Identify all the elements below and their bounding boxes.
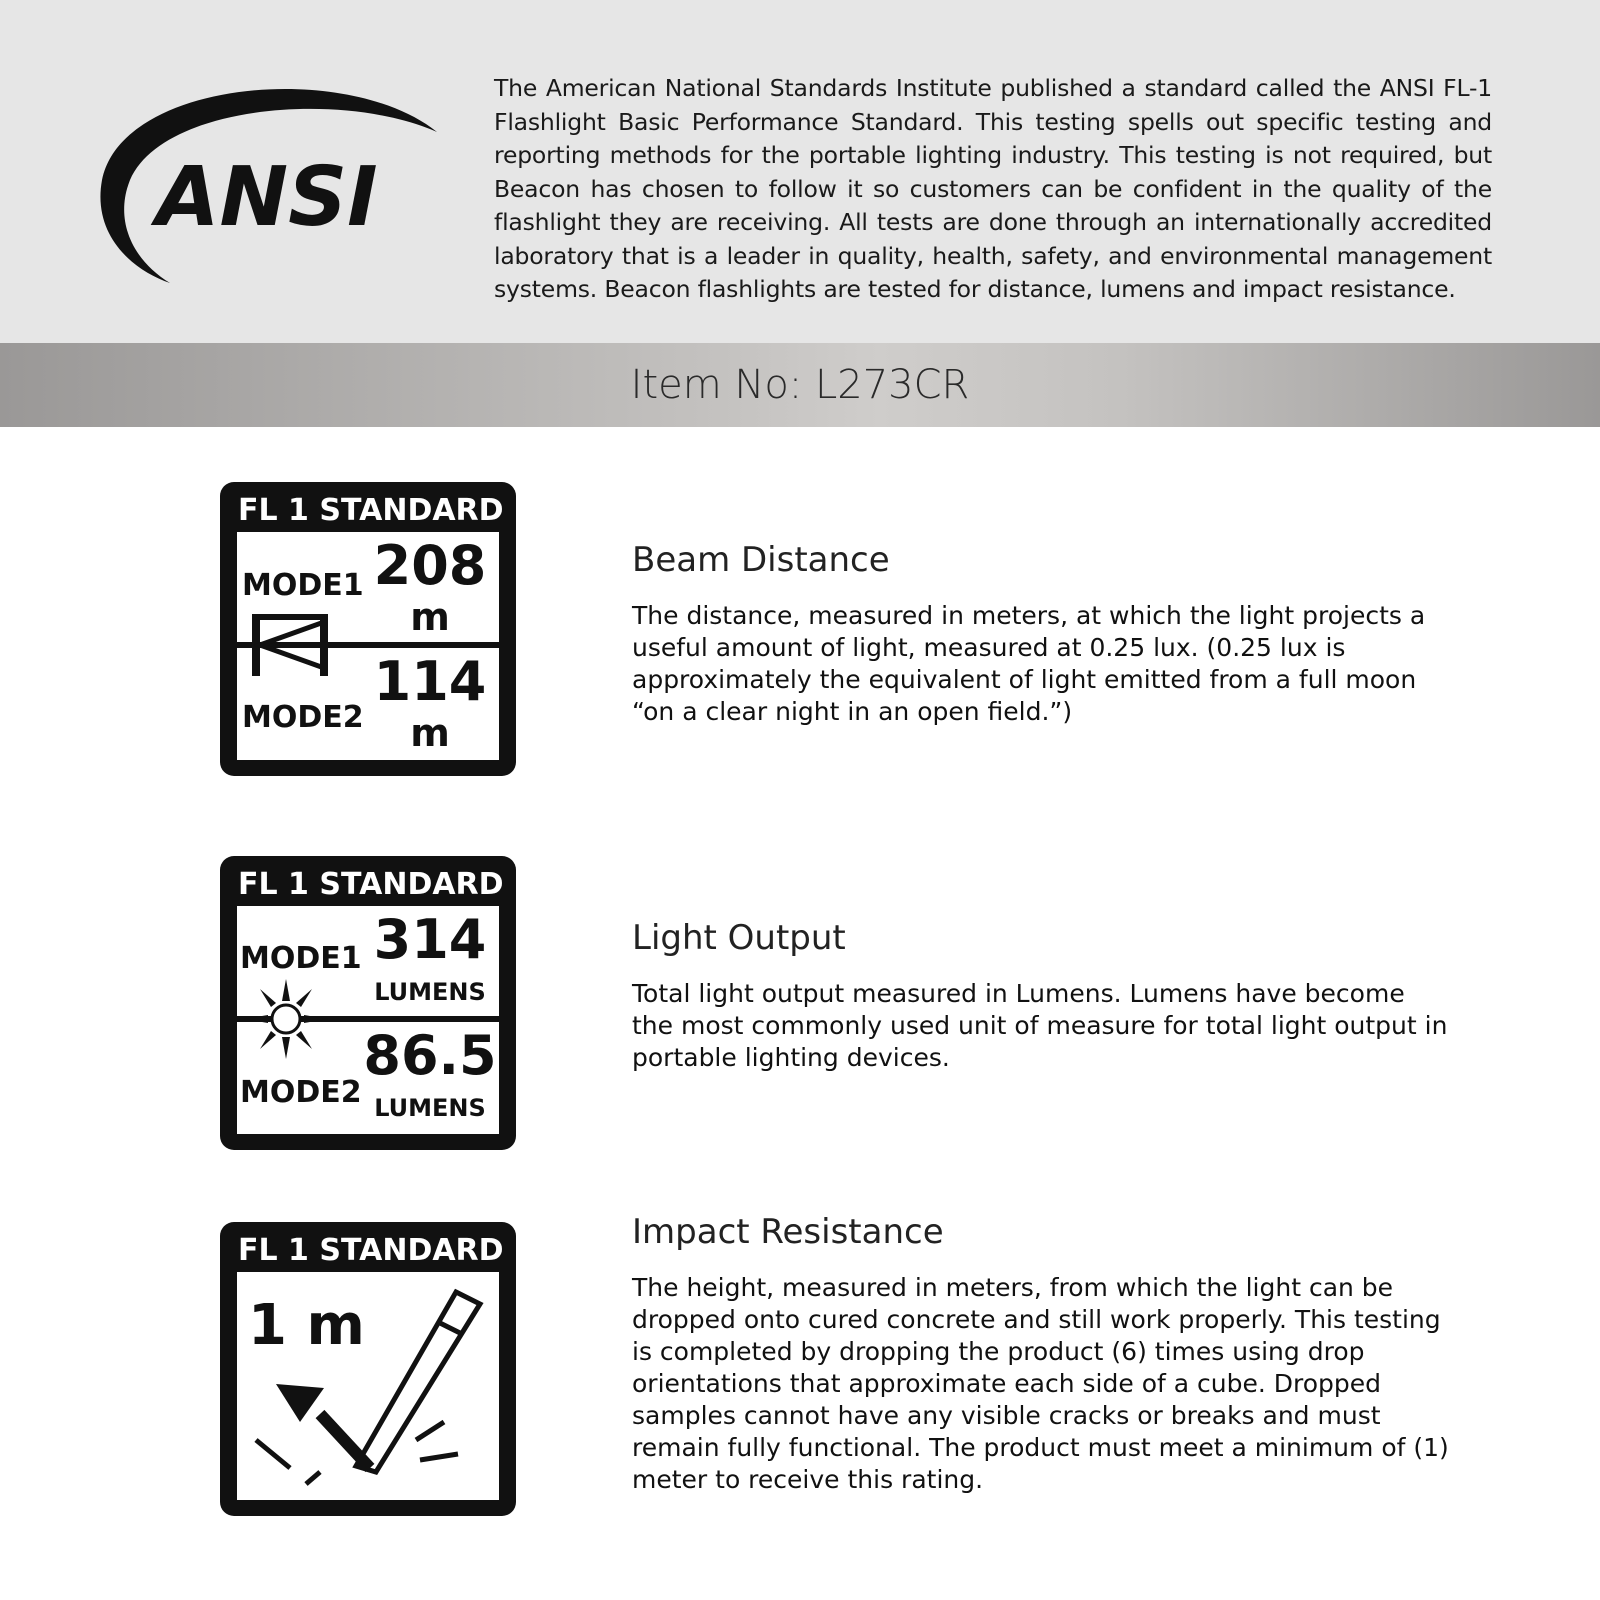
mode1-label: MODE1 [242,568,364,603]
impact-resistance-badge [220,1222,516,1516]
mode1-value: 208 [373,534,487,597]
mode2-label: MODE2 [242,700,364,735]
mode2-label: MODE2 [240,1075,362,1110]
ansi-logo [92,70,452,290]
mode2-unit: m [410,711,450,755]
ansi-logo-text: ANSI [156,150,378,245]
light-output-title: Light Output [632,918,846,958]
header-panel [0,0,1600,343]
mode2-value: 86.5 [363,1024,497,1087]
mode1-unit: LUMENS [374,978,486,1006]
impact-resistance-title: Impact Resistance [632,1212,944,1252]
item-number: Item No: L273CR [630,362,970,408]
beam-distance-badge [220,482,516,776]
intro-text: The American National Standards Institute published a standard called the ANSI FL-1 Flashlight Basic Performance Standard. This testing spells out specific testing and reporting methods for the portable lighting industry. This testing is not required, but Beacon has chosen to follow it so customers can be confident in the quality of the flashlight they are receiving. All tests are done through an internationally accredited laboratory that is a leader in quality, health, safety, and environmental management systems. Beacon flashlights are tested for distance, lumens and impact resistance. [494,74,1492,303]
mode1-unit: m [410,595,450,639]
mode2-unit: LUMENS [374,1094,486,1122]
item-number-bar [0,343,1600,427]
badge-title: FL 1 STANDARD [238,867,504,902]
badge-title: FL 1 STANDARD [238,1233,504,1268]
mode1-label: MODE1 [240,941,362,976]
impact-value: 1 m [248,1293,365,1358]
impact-resistance-text: The height, measured in meters, from which the light can be dropped onto cured concrete and still work properly. This testing is completed by dropping the product (6) times using drop orientations that approximate each side of a cube. Dropped samples cannot have any visible cracks or breaks and must remain fully functional. The product must meet a minimum of (1) meter to receive this rating. [632,1273,1449,1494]
beam-distance-text: The distance, measured in meters, at which the light projects a useful amount of light, measured at 0.25 lux. (0.25 lux is approximately the equivalent of light emitted from a full moon “on a clear night in an open field.”) [632,601,1426,726]
light-output-text: Total light output measured in Lumens. Lumens have become the most commonly used unit of measure for total light output in portable lighting devices. [632,979,1448,1072]
light-output-badge [220,856,516,1150]
mode1-value: 314 [373,908,487,971]
badge-title: FL 1 STANDARD [238,493,504,528]
mode2-value: 114 [373,650,487,713]
beam-distance-title: Beam Distance [632,540,890,580]
